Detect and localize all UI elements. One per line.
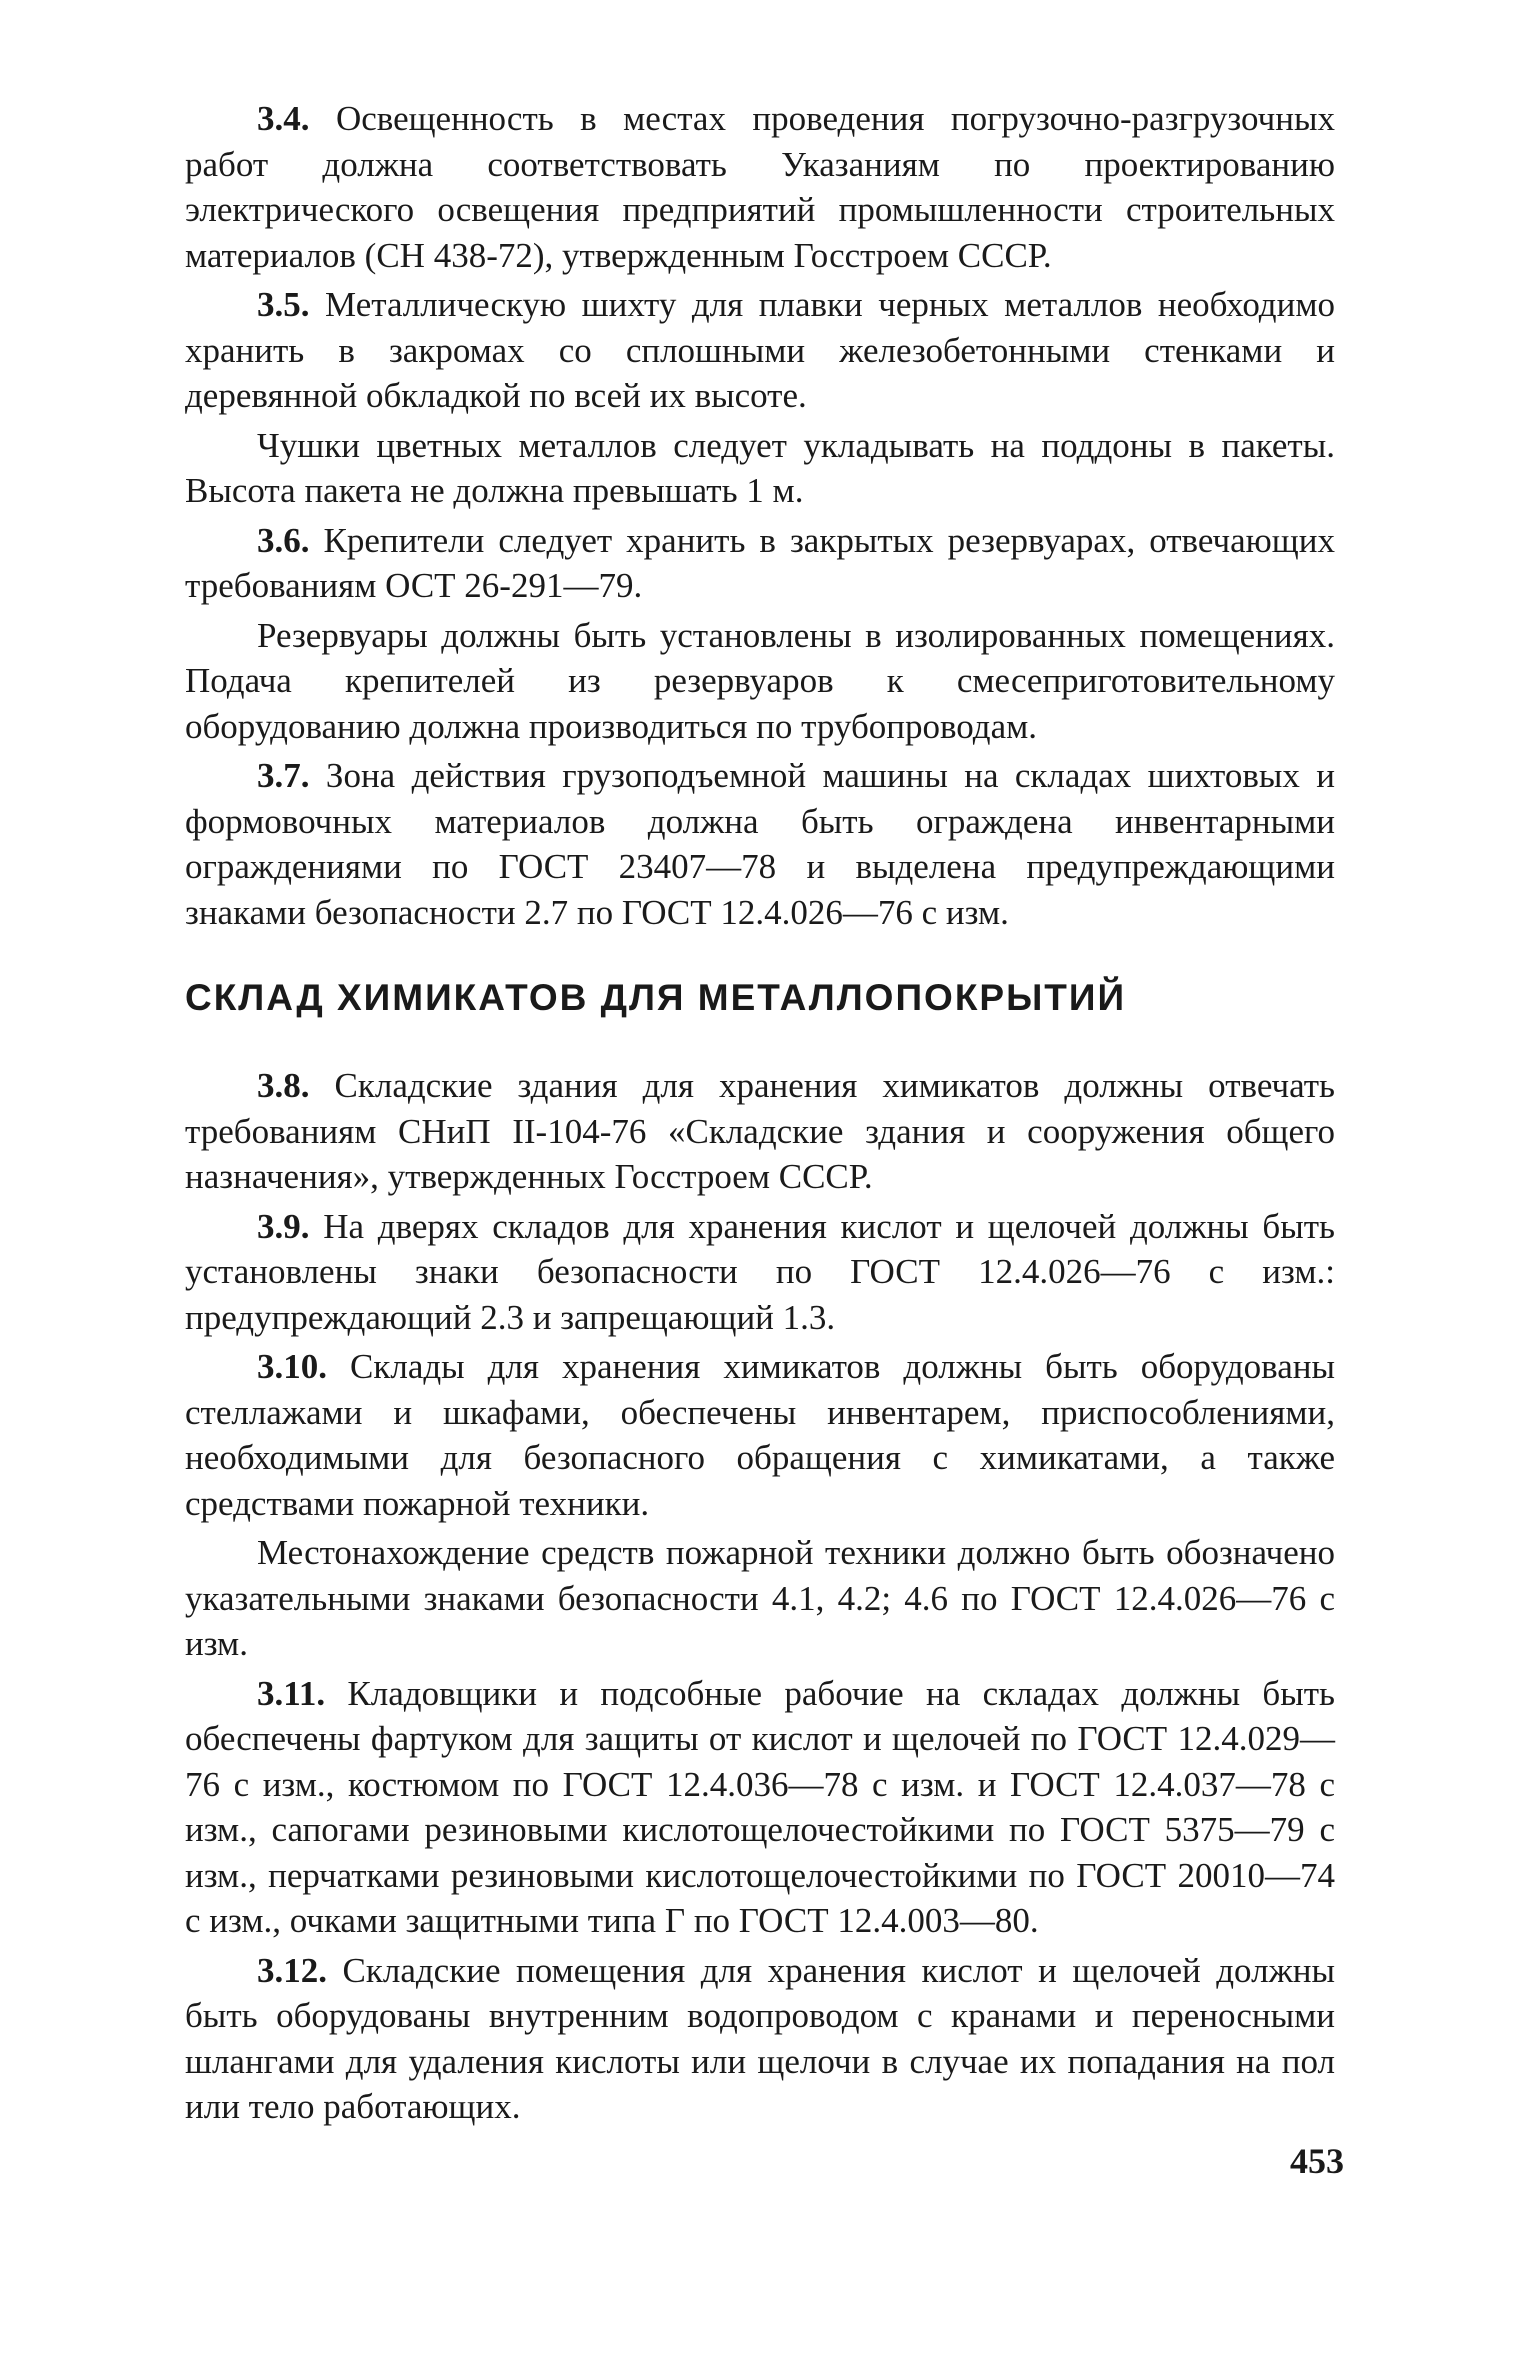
- paragraph-3-4: [185, 96, 1335, 278]
- paragraph-3-11: [185, 1671, 1335, 1944]
- paragraph-3-12: [185, 1948, 1335, 2130]
- paragraph-text: На дверях складов для хранения кислот и щелочей должны быть установлены знаки безопасности по ГОСТ 12.4.026—76 с изм.: предупреждающий 2.3 и запрещающий 1.3.: [185, 1206, 1335, 1337]
- paragraph-text: Резервуары должны быть установлены в изолированных помещениях. Подача крепителей из резервуаров к смесеприготовительному оборудованию должна производиться по трубопроводам.: [185, 615, 1335, 746]
- paragraph-text: Складские здания для хранения химикатов должны отвечать требованиям СНиП II-104-76 «Складские здания и сооружения общего назначения», утвержденных Госстроем СССР.: [185, 1066, 1335, 1196]
- section-heading: СКЛАД ХИМИКАТОВ ДЛЯ МЕТАЛЛОПОКРЫТИЙ: [185, 977, 1127, 1018]
- paragraph-number: 3.11.: [257, 1673, 326, 1713]
- paragraph-text: Кладовщики и подсобные рабочие на складах должны быть обеспечены фартуком для защиты от кислот и щелочей по ГОСТ 12.4.029—76 с изм., костюмом по ГОСТ 12.4.036—78 с изм. и ГОСТ 12.4.037—78 с изм., сапогами резиновыми кислотощелочестойкими по ГОСТ 5375—79 с изм., перчатками резиновыми кислотощелочестойкими по ГОСТ 20010—74 с изм., очками защитными типа Г по ГОСТ 12.4.003—80.: [185, 1673, 1336, 1940]
- paragraph-text: Зона действия грузоподъемной машины на складах шихтовых и формовочных материалов должна быть ограждена инвентарными ограждениями по ГОСТ 23407—78 и выделена предупреждающими знаками безопасности 2.7 по ГОСТ 12.4.026—76 с изм.: [185, 756, 1335, 932]
- paragraph-3-9: [185, 1204, 1335, 1341]
- paragraph-number: 3.6.: [257, 520, 310, 560]
- paragraph-number: 3.4.: [257, 99, 310, 138]
- paragraph-text: Освещенность в местах проведения погрузочно-разгрузочных работ должна соответствовать Указаниям по проектированию электрического освещения предприятий промышленности строительных материалов (СН 438-72), утвержденным Госстроем СССР.: [185, 99, 1335, 275]
- page-number: 453: [1290, 2141, 1344, 2181]
- paragraph-text: Местонахождение средств пожарной техники должно быть обозначено указательными знаками безопасности 4.1, 4.2; 4.6 по ГОСТ 12.4.026—76 с изм.: [185, 1533, 1335, 1663]
- paragraphs-bottom: [185, 1063, 1335, 2130]
- paragraph-number: 3.7.: [257, 756, 310, 795]
- paragraph-3-6-cont: [185, 613, 1335, 750]
- paragraphs-top: [185, 96, 1335, 935]
- paragraph-number: 3.5.: [257, 285, 310, 324]
- paragraph-text: Чушки цветных металлов следует укладывать на поддоны в пакеты. Высота пакета не должна превышать 1 м.: [185, 425, 1335, 510]
- paragraph-number: 3.10.: [257, 1347, 327, 1386]
- paragraph-3-8: [185, 1063, 1335, 1200]
- paragraph-text: Складские помещения для хранения кислот и щелочей должны быть оборудованы внутренним водопроводом с кранами и переносными шлангами для удаления кислоты или щелочи в случае их попадания на пол или тело работающих.: [185, 1950, 1335, 2126]
- paragraph-number: 3.9.: [257, 1206, 310, 1246]
- paragraph-number: 3.12.: [257, 1950, 327, 1990]
- body-text: [185, 96, 1335, 2130]
- paragraph-number: 3.8.: [257, 1066, 310, 1105]
- paragraph-3-7: [185, 753, 1335, 935]
- paragraph-text: Крепители следует хранить в закрытых резервуарах, отвечающих требованиям ОСТ 26-291—79.: [185, 520, 1335, 605]
- paragraph-text: Склады для хранения химикатов должны быть оборудованы стеллажами и шкафами, обеспечены инвентарем, приспособлениями, необходимыми для безопасного обращения с химикатами, а также средствами пожарной техники.: [185, 1347, 1336, 1523]
- paragraph-3-5-cont: [185, 423, 1335, 514]
- paragraph-text: Металлическую шихту для плавки черных металлов необходимо хранить в закромах со сплошными железобетонными стенками и деревянной обкладкой по всей их высоте.: [185, 285, 1335, 415]
- paragraph-3-10: [185, 1344, 1335, 1526]
- paragraph-3-10-cont: [185, 1530, 1335, 1667]
- paragraph-3-5: [185, 282, 1335, 419]
- paragraph-3-6: [185, 518, 1335, 609]
